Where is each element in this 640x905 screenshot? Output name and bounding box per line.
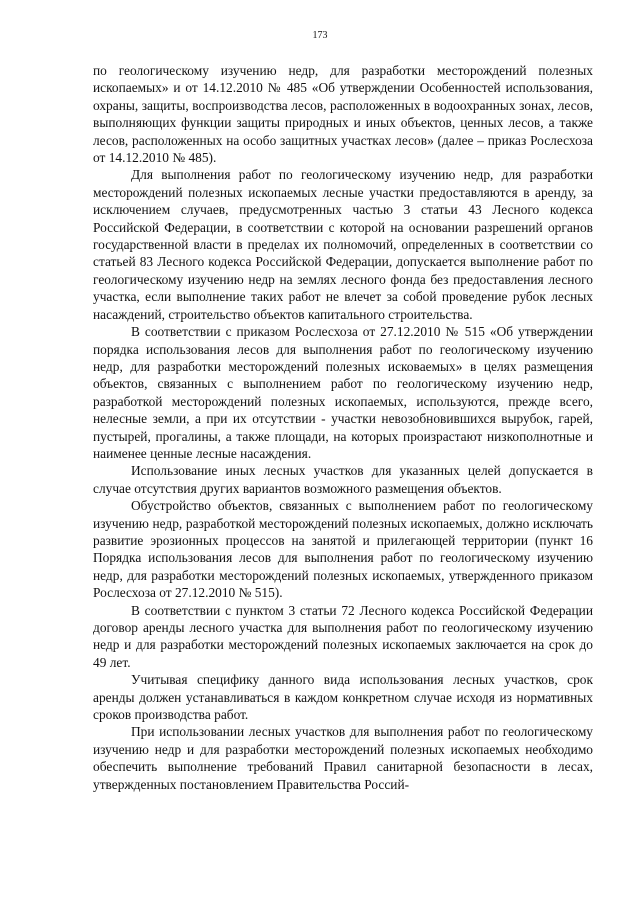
paragraph: Учитывая специфику данного вида использования лесных участков, срок аренды должен устанавливаться в каждом конкретном случае исходя из нормативных сроков производства работ. (93, 672, 593, 723)
paragraph: по геологическому изучению недр, для разработки месторождений полезных ископаемых» и от 14.12.2010 № 485 «Об утверждении Особенностей использования, охраны, защиты, воспроизводства лесов, расположенных в водоохранных зонах, лесов, выполняющих функции защиты природных и иных объектов, ценных лесов, а также лесов, расположенных на особо защитных участках лесов» (далее – приказ Рослесхоза от 14.12.2010 № 485). (93, 63, 593, 166)
paragraph: В соответствии с приказом Рослесхоза от 27.12.2010 № 515 «Об утверждении порядка использования лесов для выполнения работ по геологическому изучению недр, для разработки месторождений полезных исковаемых» в целях размещения объектов, связанных с выполнением работ по геологическому изучению недр, разработкой месторождений полезных ископаемых, используются, прежде всего, нелесные земли, а при их отсутствии - участки невозобновившихся вырубок, гарей, пустырей, прогалины, а также площади, на которых произрастают низкополнотные и наименее ценные лесные насаждения. (93, 324, 593, 461)
paragraph: Использование иных лесных участков для указанных целей допускается в случае отсутствия других вариантов возможного размещения объектов. (93, 463, 593, 496)
document-body (93, 62, 593, 793)
paragraph: Обустройство объектов, связанных с выполнением работ по геологическому изучению недр, разработкой месторождений полезных ископаемых, должно исключать развитие эрозионных процессов на занятой и прилегающей территории (пункт 16 Порядка использования лесов для выполнения работ по геологическому изучению недр, для разработки месторождений полезных ископаемых, утвержденного приказом Рослесхоза от 27.12.2010 № 515). (93, 498, 593, 601)
paragraph: Для выполнения работ по геологическому изучению недр, для разработки месторождений полезных ископаемых лесные участки предоставляются в аренду, за исключением случаев, предусмотренных частью 3 статьи 43 Лесного кодекса Российской Федерации, в соответствии с которой на основании разрешений органов государственной власти в пределах их полномочий, определенных в соответствии со статьей 83 Лесного кодекса Российской Федерации, допускается выполнение работ по геологическому изучению недр на землях лесного фонда без предоставления лесного участка, если выполнение таких работ не влечет за собой проведение рубок лесных насаждений, строительство объектов капитального строительства. (93, 167, 593, 322)
page-number: 173 (312, 30, 328, 41)
paragraph: При использовании лесных участков для выполнения работ по геологическому изучению недр и для разработки месторождений полезных ископаемых необходимо обеспечить выполнение требований Правил санитарной безопасности в лесах, утвержденных постановлением Правительства Россий- (93, 724, 593, 792)
paragraph: В соответствии с пунктом 3 статьи 72 Лесного кодекса Российской Федерации договор аренды лесного участка для выполнения работ по геологическому изучению недр и для разработки месторождений полезных ископаемых заключается на срок до 49 лет. (93, 602, 593, 670)
